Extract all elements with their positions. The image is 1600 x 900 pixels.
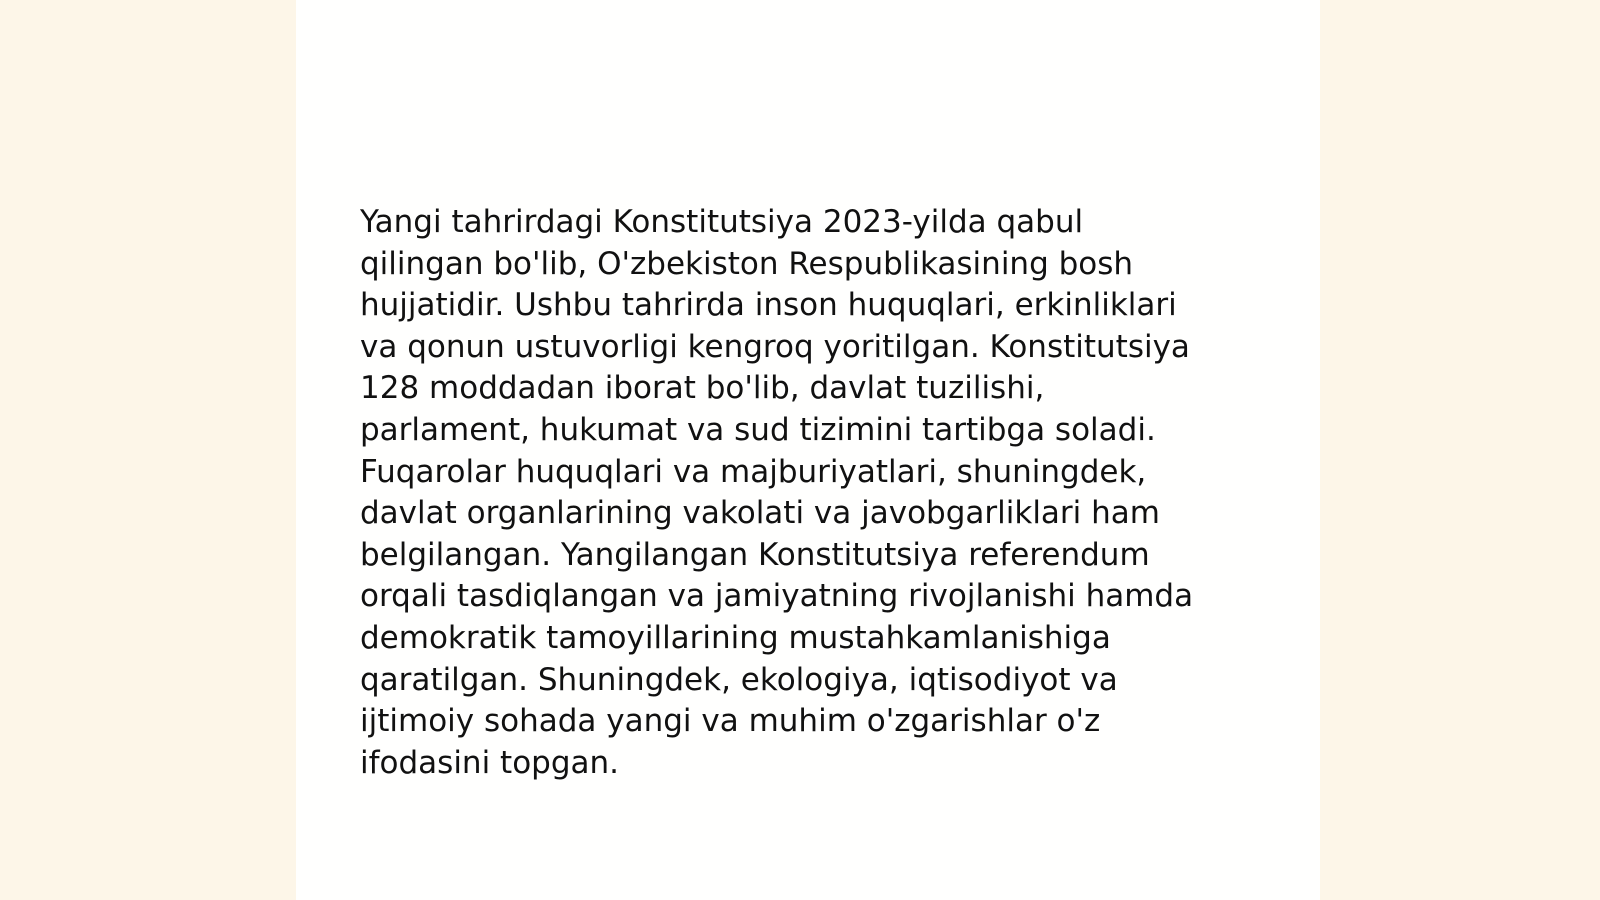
- paragraph-line: va qonun ustuvorligi kengroq yoritilgan. Konstitutsiya: [360, 328, 1190, 365]
- paragraph-line: davlat organlarining vakolati va javobgarliklari ham: [360, 495, 1160, 532]
- paragraph-line: Fuqarolar huquqlari va majburiyatlari, shuningdek,: [360, 453, 1147, 490]
- body-paragraph: [360, 202, 1260, 784]
- paragraph-line: belgilangan. Yangilangan Konstitutsiya referendum: [360, 536, 1150, 573]
- paragraph-line: ifodasini topgan.: [360, 744, 620, 781]
- paragraph-line: Yangi tahrirdagi Konstitutsiya 2023-yilda qabul: [360, 204, 1084, 240]
- paragraph-line: qilingan bo'lib, O'zbekiston Respublikasining bosh: [360, 245, 1134, 282]
- paragraph-line: 128 moddadan iborat bo'lib, davlat tuzilishi,: [360, 370, 1045, 407]
- paragraph-line: ijtimoiy sohada yangi va muhim o'zgarishlar o'z: [360, 703, 1101, 740]
- paragraph-line: orqali tasdiqlangan va jamiyatning rivojlanishi hamda: [360, 578, 1194, 615]
- content-panel: [296, 0, 1320, 900]
- paragraph-line: demokratik tamoyillarining mustahkamlanishiga: [360, 619, 1111, 656]
- paragraph-line: hujjatidir. Ushbu tahrirda inson huquqlari, erkinliklari: [360, 287, 1177, 324]
- paragraph-line: parlament, hukumat va sud tizimini tartibga soladi.: [360, 411, 1156, 448]
- paragraph-line: qaratilgan. Shuningdek, ekologiya, iqtisodiyot va: [360, 661, 1118, 698]
